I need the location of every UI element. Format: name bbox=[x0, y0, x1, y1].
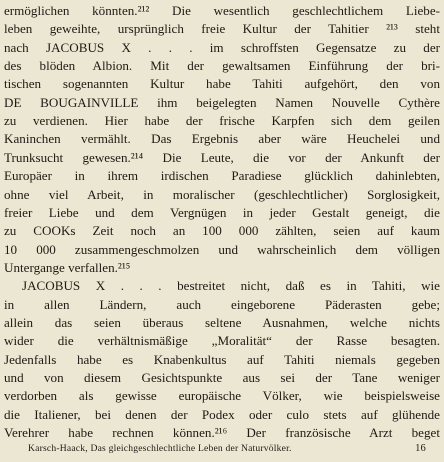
text-line: in allen Ländern, auch eingeborene Päderasten gebe; bbox=[4, 296, 440, 312]
text-line: nach JACOBUS X . . . im schroffsten Gegensatze zu der bbox=[4, 39, 440, 55]
text-line: leben geweihte, ursprünglich freie Kultur der Tahitier ²¹³ steht bbox=[4, 21, 440, 37]
text-line: und von diesem Gesichtspunkte aus sei der Tane weniger bbox=[4, 370, 440, 385]
text-line: Jedenfalls habe es Knabenkultus auf Tahiti niemals gegeben bbox=[4, 351, 440, 367]
text-line: ohne viel Arbeit, in moralischer (geschlechtlicher) Sorglosigkeit, bbox=[4, 186, 440, 202]
text-line: Untergange verfallen.²¹⁵ bbox=[4, 259, 131, 275]
text-line: freier Liebe und dem Vergnügen in jeder Gestalt geneigt, die bbox=[4, 204, 440, 220]
text-line: JACOBUS X . . . bestreitet nicht, daß es in Tahiti, wie bbox=[22, 278, 440, 294]
page-footer bbox=[28, 441, 426, 457]
text-line: Europäer in ihrem irdischen Paradiese glücklich dahinlebten, bbox=[4, 168, 440, 184]
text-line: 10 000 zusammengeschmolzen und wahrscheinlich dem völligen bbox=[4, 241, 440, 257]
text-line: wider die verhältnismäßige „Moralität“ der Rasse besagten. bbox=[4, 333, 440, 349]
text-line: allein das seien überaus seltene Ausnahmen, welche nichts bbox=[4, 314, 440, 330]
text-line: Verehrer habe rechnen können.²¹⁶ Der französische Arzt beget bbox=[4, 425, 440, 440]
text-line: Trunksucht gewesen.²¹⁴ Die Leute, die vor der Ankunft der bbox=[4, 149, 440, 165]
text-line: ermöglichen könnten.²¹² Die wesentlich geschlechtlichem Liebe- bbox=[4, 3, 440, 18]
page-number: 16 bbox=[415, 443, 426, 454]
text-line: DE BOUGAINVILLE ihm beigelegten Namen Nouvelle Cythère bbox=[4, 94, 440, 110]
text-line: verdorben als gewisse europäische Völker, wie beispielsweise bbox=[4, 388, 440, 404]
text-line: tischen sogenannten Kultur habe Tahiti aufgehört, den von bbox=[4, 76, 440, 92]
text-line: zu COOKs Zeit noch an 100 000 zählten, seien auf kaum bbox=[4, 223, 440, 239]
text-line: die Italiener, bei denen der Podex oder culo stets auf glühende bbox=[4, 406, 440, 422]
text-line: des blöden Albion. Mit der gewaltsamen Einführung der bri- bbox=[4, 58, 440, 73]
text-line: zu verdienen. Hier habe der frische Karpfen sich dem geilen bbox=[4, 113, 440, 129]
text-line: Kaninchen vermählt. Das Ergebnis aber wäre Heuchelei und bbox=[4, 131, 440, 147]
running-title: Karsch-Haack, Das gleichgeschlechtliche Leben der Naturvölker. bbox=[28, 443, 292, 454]
